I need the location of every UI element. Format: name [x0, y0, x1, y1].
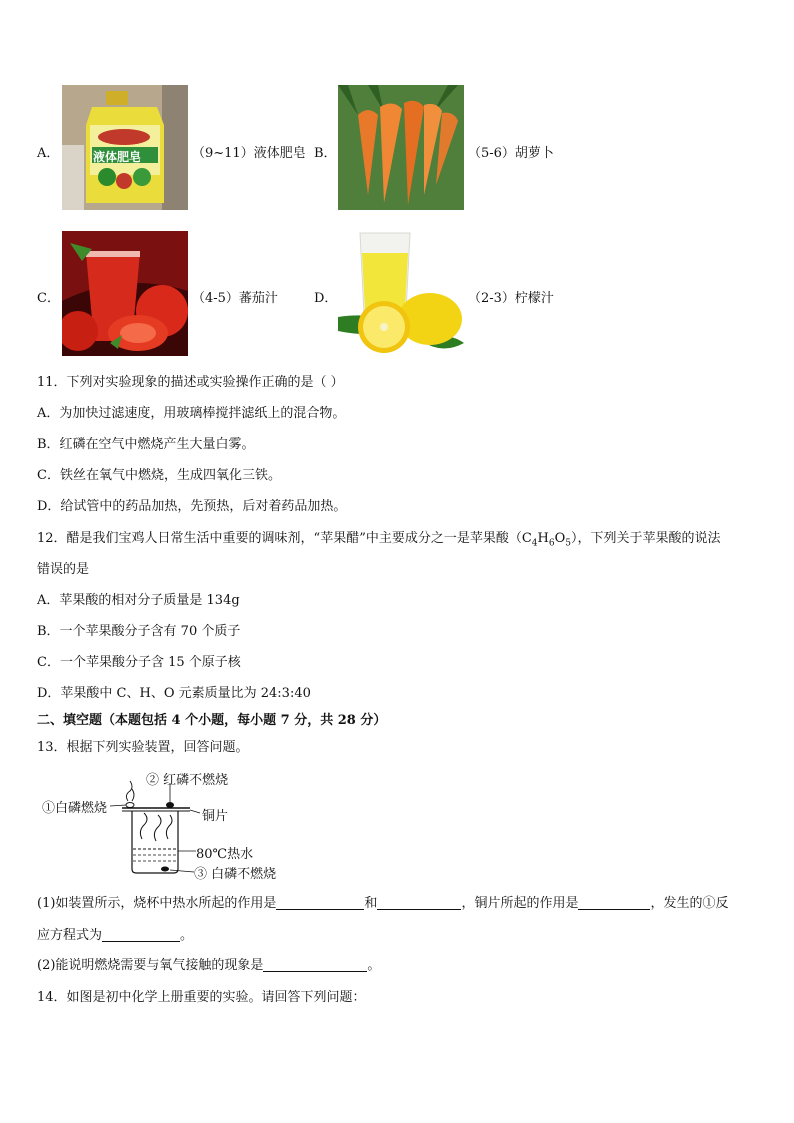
option-b-label: （5-6）胡萝卜: [468, 146, 554, 161]
label-red-p-no-burn: ② 红磷不燃烧: [146, 773, 229, 788]
q11-stem: 11．下列对实验现象的描述或实验操作正确的是（ ）: [37, 375, 344, 390]
q13-p1-text-e: 应方程式为: [37, 928, 103, 943]
q13-p1-text-c: ，铜片所起的作用是: [461, 896, 579, 911]
q12-stem-pre: 12．醋是我们宝鸡人日常生活中重要的调味剂，“苹果醋”中主要成分之一是苹果酸（C: [37, 531, 532, 546]
label-white-p-in-water: ③ 白磷不燃烧: [194, 867, 277, 882]
q13-p1-text-d: ，发生的①反: [650, 896, 729, 911]
q11-option-d: D．给试管中的药品加热，先预热，后对着药品加热。: [37, 499, 347, 514]
q13-part2: [37, 957, 380, 975]
formula-sub-c: 4: [531, 538, 538, 549]
lemon-juice-image: [338, 231, 464, 356]
option-a-letter: A．: [37, 146, 60, 161]
option-b-letter: B．: [314, 146, 337, 161]
label-white-p-burns: ①白磷燃烧: [42, 801, 108, 816]
combustion-apparatus-diagram: [40, 765, 300, 883]
q12-stem-line2: 错误的是: [37, 562, 90, 577]
q13-part1-line1: [37, 895, 728, 913]
q11-option-c: C．铁丝在氧气中燃烧，生成四氧化三铁。: [37, 468, 281, 483]
q13-p1-text-b: 和: [364, 896, 378, 911]
q12-option-c: C．一个苹果酸分子含 15 个原子核: [37, 655, 241, 670]
q14-stem: 14．如图是初中化学上册重要的实验。请回答下列问题：: [37, 990, 366, 1005]
q12-option-b: B．一个苹果酸分子含有 70 个质子: [37, 624, 241, 639]
option-c-label: （4-5）蕃茄汁: [192, 291, 278, 306]
q11-option-a: A．为加快过滤速度，用玻璃棒搅拌滤纸上的混合物。: [37, 406, 346, 421]
formula-h: H: [537, 531, 549, 546]
q13-part1-line2: [37, 927, 193, 945]
formula-o: O: [554, 531, 566, 546]
label-hot-water: 80℃热水: [196, 847, 254, 862]
option-d-letter: D．: [314, 291, 338, 306]
q13-p2-text-a: (2)能说明燃烧需要与氧气接触的现象是: [37, 958, 264, 973]
answer-blank-3[interactable]: [578, 895, 650, 910]
label-copper-plate: 铜片: [202, 809, 229, 824]
q12-stem-post: ），下列关于苹果酸的说法: [571, 531, 721, 546]
liquid-soap-bottle-image: [62, 85, 188, 210]
option-a-label: （9~11）液体肥皂: [192, 146, 306, 161]
q13-stem: 13．根据下列实验装置，回答问题。: [37, 740, 249, 755]
option-c-letter: C．: [37, 291, 60, 306]
q13-p2-text-b: 。: [367, 958, 381, 973]
answer-blank-2[interactable]: [377, 895, 461, 910]
option-d-label: （2-3）柠檬汁: [468, 291, 554, 306]
q11-option-b: B．红磷在空气中燃烧产生大量白雾。: [37, 437, 255, 452]
formula-sub-o: 5: [565, 538, 572, 549]
tomato-juice-image: [62, 231, 188, 356]
q13-p1-text-a: (1)如装置所示，烧杯中热水所起的作用是: [37, 896, 277, 911]
formula-sub-h: 6: [548, 538, 555, 549]
section-heading: 二、填空题（本题包括 4 个小题，每小题 7 分，共 28 分）: [37, 713, 387, 728]
answer-blank-5[interactable]: [263, 957, 367, 972]
q12-stem: [37, 530, 721, 553]
answer-blank-4[interactable]: [102, 927, 180, 942]
q13-p1-text-f: 。: [180, 928, 194, 943]
answer-blank-1[interactable]: [276, 895, 364, 910]
carrots-image: [338, 85, 464, 210]
q12-option-a: A．苹果酸的相对分子质量是 134g: [37, 593, 240, 608]
soap-bottle-label: 液体肥皂: [93, 150, 142, 164]
q12-option-d: D．苹果酸中 C、H、O 元素质量比为 24:3:40: [37, 686, 311, 701]
